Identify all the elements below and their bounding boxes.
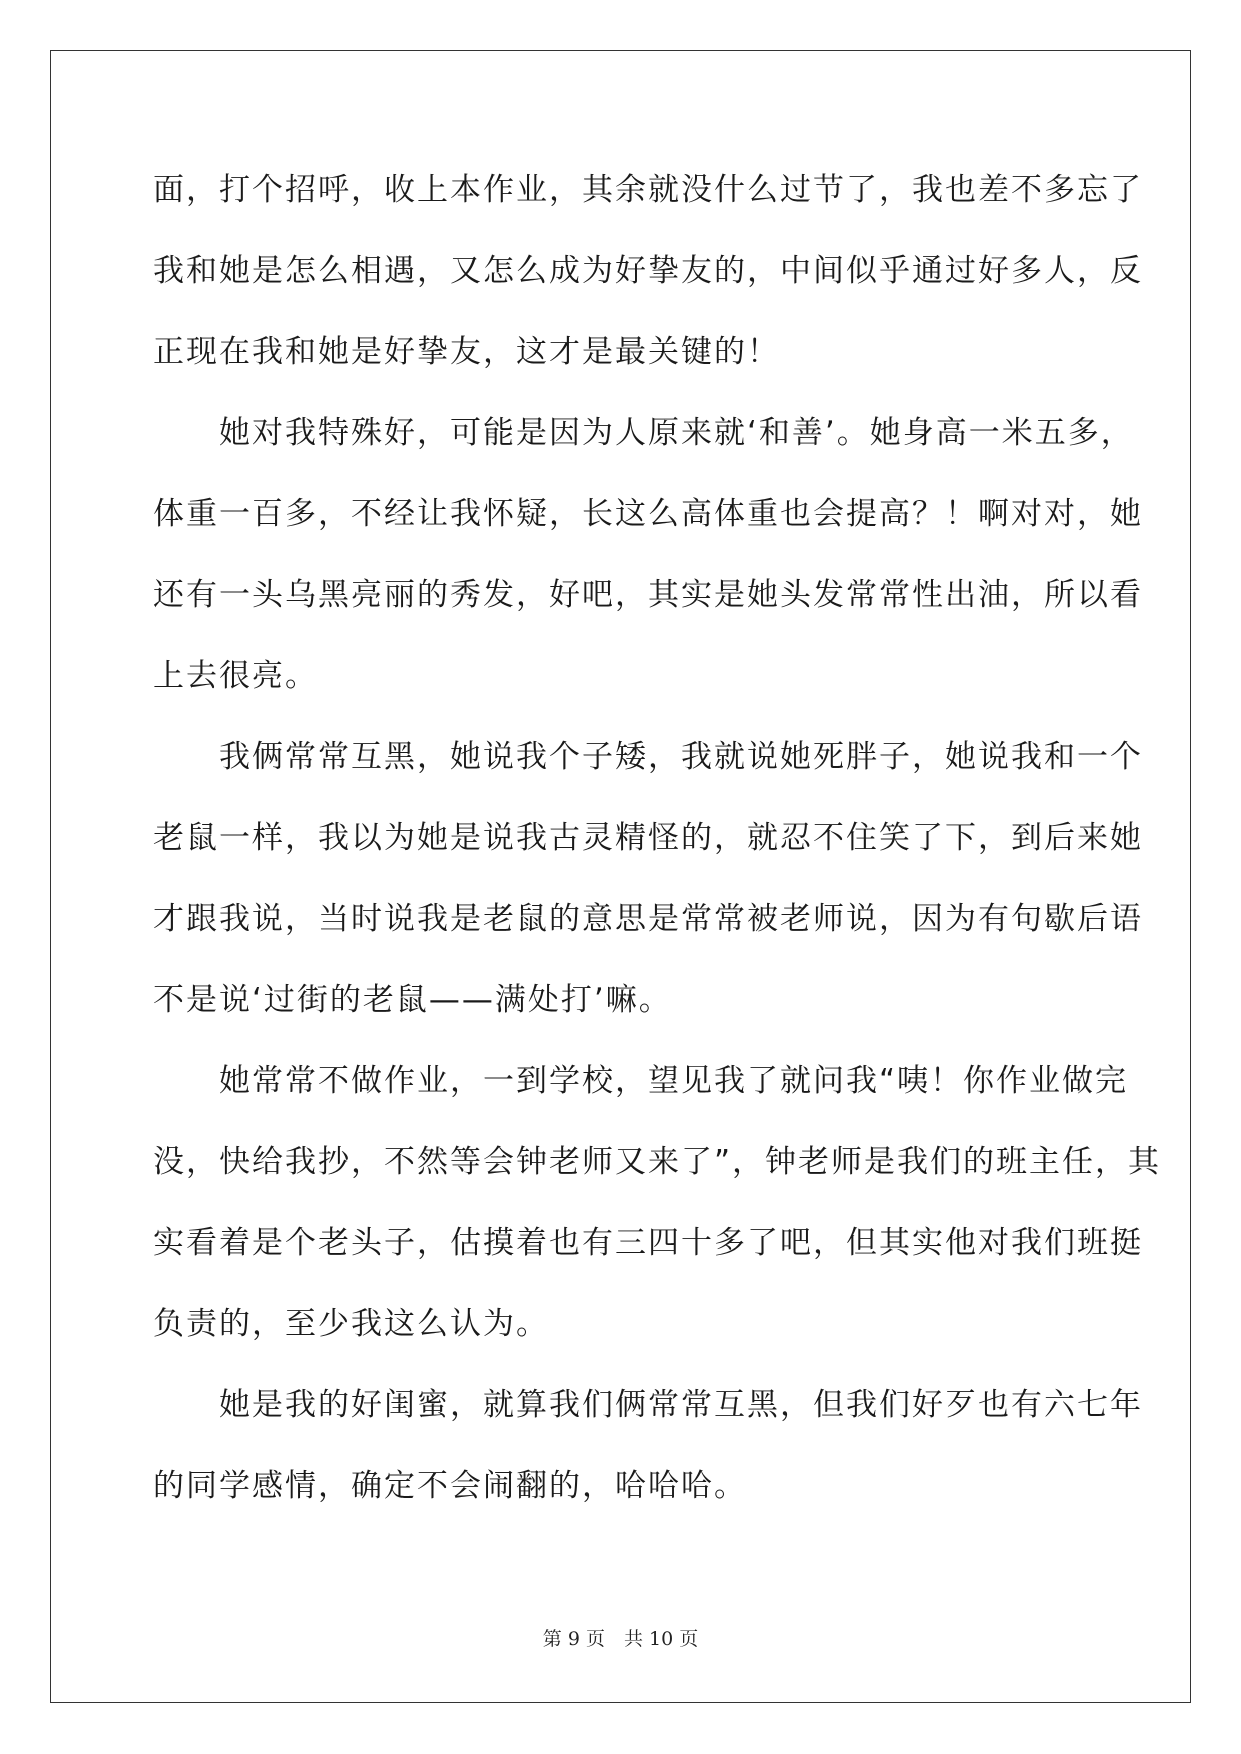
text-line: 面，打个招呼，收上本作业，其余就没什么过节了，我也差不多忘了 [153, 172, 1143, 208]
text-line: 正现在我和她是好挚友，这才是最关键的！ [153, 334, 780, 370]
text-line: 她对我特殊好，可能是因为人原来就‘和善’。她身高一米五多， [153, 415, 1134, 451]
text-line: 不是说‘过街的老鼠——满处打’嘛。 [153, 982, 672, 1018]
text-line: 负责的，至少我这么认为。 [153, 1306, 549, 1342]
page-footer [0, 1624, 1241, 1651]
text-line: 她是我的好闺蜜，就算我们俩常常互黑，但我们好歹也有六七年 [153, 1387, 1143, 1423]
text-line: 没，快给我抄，不然等会钟老师又来了”，钟老师是我们的班主任，其 [153, 1144, 1162, 1180]
text-line: 体重一百多，不经让我怀疑，长这么高体重也会提高？！啊对对，她 [153, 496, 1143, 532]
text-line: 她常常不做作业，一到学校，望见我了就问我“咦！你作业做完 [153, 1063, 1129, 1099]
text-line: 还有一头乌黑亮丽的秀发，好吧，其实是她头发常常性出油，所以看 [153, 577, 1143, 613]
text-line: 才跟我说，当时说我是老鼠的意思是常常被老师说，因为有句歇后语 [153, 901, 1143, 937]
page-number-label: 第 9 页 共 10 页 [542, 1628, 699, 1650]
text-line: 的同学感情，确定不会闹翻的，哈哈哈。 [153, 1468, 747, 1504]
text-line: 老鼠一样，我以为她是说我古灵精怪的，就忍不住笑了下，到后来她 [153, 820, 1143, 856]
text-line: 实看着是个老头子，估摸着也有三四十多了吧，但其实他对我们班挺 [153, 1225, 1143, 1261]
text-line: 上去很亮。 [153, 658, 318, 694]
document-body [153, 150, 1162, 1527]
text-line: 我和她是怎么相遇，又怎么成为好挚友的，中间似乎通过好多人，反 [153, 253, 1143, 289]
text-line: 我俩常常互黑，她说我个子矮，我就说她死胖子，她说我和一个 [153, 739, 1143, 775]
